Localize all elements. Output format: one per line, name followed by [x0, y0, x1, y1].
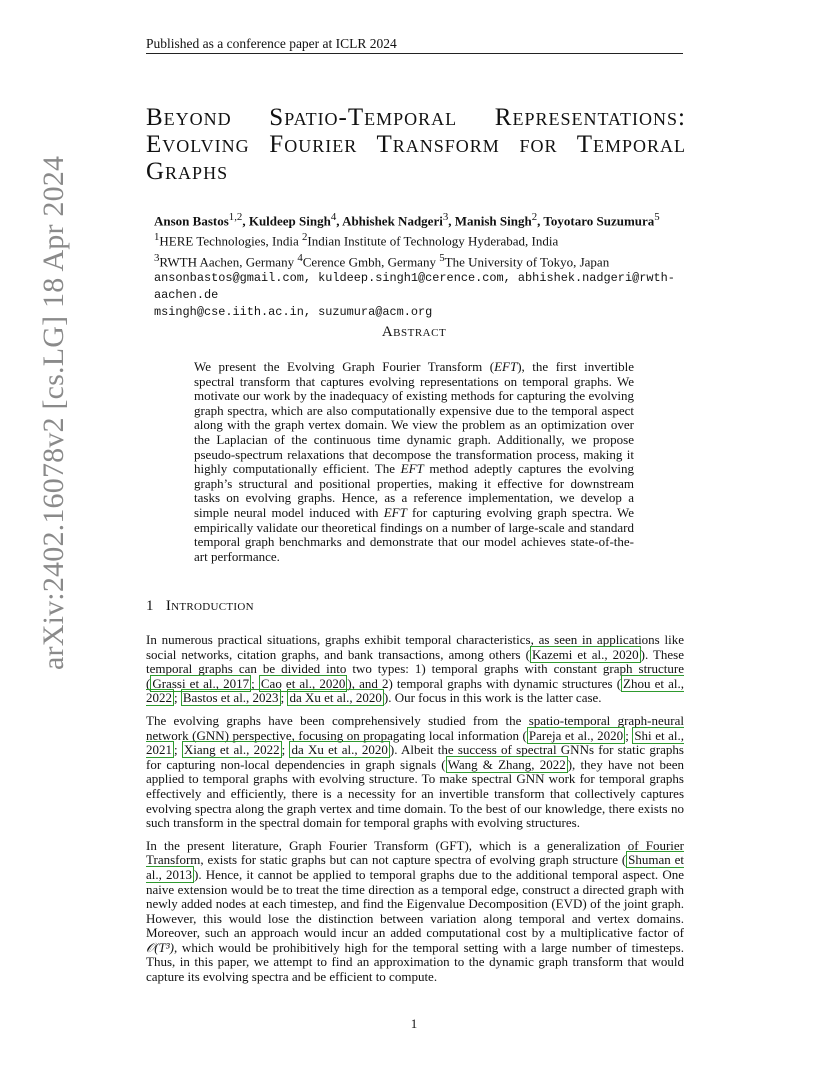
citation-link[interactable]: Pareja et al., 2020 [528, 727, 624, 743]
citation-link[interactable]: Bastos et al., 2023 [182, 690, 279, 706]
citation-link[interactable]: Kazemi et al., 2020 [531, 646, 639, 662]
citation-link[interactable]: Shi et al., 2021 [146, 727, 684, 758]
citation-link[interactable]: Zhou et al., 2022 [146, 675, 684, 706]
author-2-aff: 4 [330, 211, 337, 223]
header-rule [146, 53, 683, 54]
emails-line-1[interactable]: ansonbastos@gmail.com, kuldeep.singh1@cerence.com, abhishek.nadgeri@rwth-aachen.de [154, 270, 675, 302]
author-block [154, 209, 714, 321]
complexity-math: 𝒪(T³) [146, 939, 174, 955]
paragraph-2: The evolving graphs have been comprehensively studied from the spatio-temporal graph-neural network (GNN) perspective, focusing on propagating local information ( Pareja et al., 2020 ; Shi et al., 2021 ; Xiang et al., 2022 ; da Xu et al., 2020 ). Albeit the success of spectral GNNs for static graphs for capturing non-local dependencies in graph signals ( Wang & Zhang, 2022 ), they have not been applied to temporal graphs with evolving structure. To make spectral GNN work for temporal graphs effectively and efficiently, there is a necessity for an invertible transform that collectively captures evolving spectra along the graph vertex and time domain. To the best of our knowledge, there exists no such transform in the spectral domain for temporal graphs with evolving structures. [146, 712, 684, 831]
page-number: 1 [410, 1016, 418, 1031]
citation-link[interactable]: Shuman et al., 2013 [146, 852, 684, 882]
running-header: Published as a conference paper at ICLR 2024 [146, 36, 397, 51]
eft-term: EFT [494, 359, 518, 374]
section-number: 1 [146, 598, 154, 614]
author-2: Kuldeep Singh [248, 213, 331, 229]
affiliation-4: Cerence Gmbh, Germany [302, 253, 436, 269]
paragraph-1: In numerous practical situations, graphs exhibit temporal characteristics, as seen in applications like social networks, citation graphs, and bank transactions, among others ( Kazemi et al., 2020 ). These temporal graphs can be divided into two types: 1) temporal graphs with constant graph structure ( Grassi et al., 2017 ; Cao et al., 2020 ), and 2) temporal graphs with dynamic structures ( Zhou et al., 2022 ; Bastos et al., 2023 ; da Xu et al., 2020 ). Our focus in this work is the latter case. [146, 632, 684, 706]
author-3: Abhishek Nadgeri [342, 213, 443, 229]
author-3-aff: 3 [442, 211, 449, 223]
title-line-3: Graphs [146, 158, 229, 185]
abstract-heading: Abstract [381, 324, 447, 340]
affiliation-3: RWTH Aachen, Germany [159, 253, 295, 269]
intro-body [146, 633, 684, 993]
author-4-aff: 2 [531, 211, 538, 223]
author-5: Toyotaro Suzumura [543, 213, 655, 229]
paper-title [146, 104, 686, 185]
affiliation-2: Indian Institute of Technology Hyderabad, India [307, 233, 559, 249]
arxiv-stamp[interactable]: arXiv:2402.16078v2 [cs.LG] 18 Apr 2024 [37, 155, 70, 670]
affiliation-line-2: $^3$RWTH Aachen, Germany $^4$Cerence Gmbh, Germany $^5$The University of Tokyo, Japan [154, 251, 610, 269]
title-line-2: Evolving Fourier Transform for Temporal [146, 131, 686, 158]
citation-link[interactable]: Xiang et al., 2022 [183, 742, 280, 758]
citation-link[interactable]: da Xu et al., 2020 [289, 690, 382, 706]
citation-link[interactable]: Cao et al., 2020 [260, 675, 346, 691]
author-names: Anson Bastos$^{1,2}$, Kuldeep Singh$^4$, Abhishek Nadgeri$^3$, Manish Singh$^2$, Toyotaro Suzumura$^5$ [154, 211, 660, 229]
affiliation-line-1: $^1$HERE Technologies, India $^2$Indian Institute of Technology Hyderabad, India [154, 231, 559, 249]
citation-link[interactable]: Grassi et al., 2017 [152, 675, 250, 691]
section-title: Introduction [165, 598, 254, 614]
section-heading [146, 598, 254, 615]
citation-link[interactable]: da Xu et al., 2020 [291, 742, 388, 758]
title-line-1: Beyond Spatio-Temporal Representations: [146, 104, 686, 131]
author-4: Manish Singh [454, 213, 532, 229]
affiliation-5: The University of Tokyo, Japan [444, 253, 610, 269]
citation-link[interactable]: Wang & Zhang, 2022 [447, 756, 566, 772]
paragraph-3: In the present literature, Graph Fourier Transform (GFT), which is a generalization of Fourier Transform, exists for static graphs but can not capture spectra of evolving graph structure ( Shuman et al., 2013 ). Hence, it cannot be applied to temporal graphs due to the additional temporal aspect. One naive extension would be to treat the time direction as a temporal edge, construct a directed graph with newly added nodes at each timestep, and find the Eigenvalue Decomposition (EVD) of the joint graph. However, this would lose the distinction between variation along temporal and vertex domains. Moreover, such an approach would incur an added computational cost by a multiplicative factor of 𝒪(T³), which would be prohibitively high for the temporal setting with a large number of timesteps. Thus, in this paper, we attempt to find an approximation to the dynamic graph transform that would capture its evolving spectra and be efficient to compute. [146, 837, 684, 985]
author-1: Anson Bastos [154, 213, 229, 229]
author-1-aff: 1,2 [228, 211, 243, 223]
emails-line-2[interactable]: msingh@cse.iith.ac.in, suzumura@acm.org [154, 304, 433, 319]
author-5-aff: 5 [654, 211, 660, 223]
affiliation-1: HERE Technologies, India [159, 233, 299, 249]
abstract-body: We present the Evolving Graph Fourier Transform (EFT), the first invertible spectral transform that captures evolving representations on temporal graphs. We motivate our work by the inadequacy of existing methods for capturing the evolving graph spectra, which are also computationally expensive due to the temporal aspect along with the graph vertex domain. We view the problem as an optimization over the Laplacian of the continuous time dynamic graph. Additionally, we propose pseudo-spectrum relaxations that decompose the transformation process, making it highly computationally efficient. The EFT method adeptly captures the evolving graph’s structural and positional properties, making it effective for downstream tasks on evolving graphs. Hence, as a reference implementation, we develop a simple neural model induced with EFT for capturing evolving graph spectra. We empirically validate our theoretical findings on a number of large-scale and standard temporal graph benchmarks and demonstrate that our model achieves state-of-the-art performance. [194, 359, 635, 564]
